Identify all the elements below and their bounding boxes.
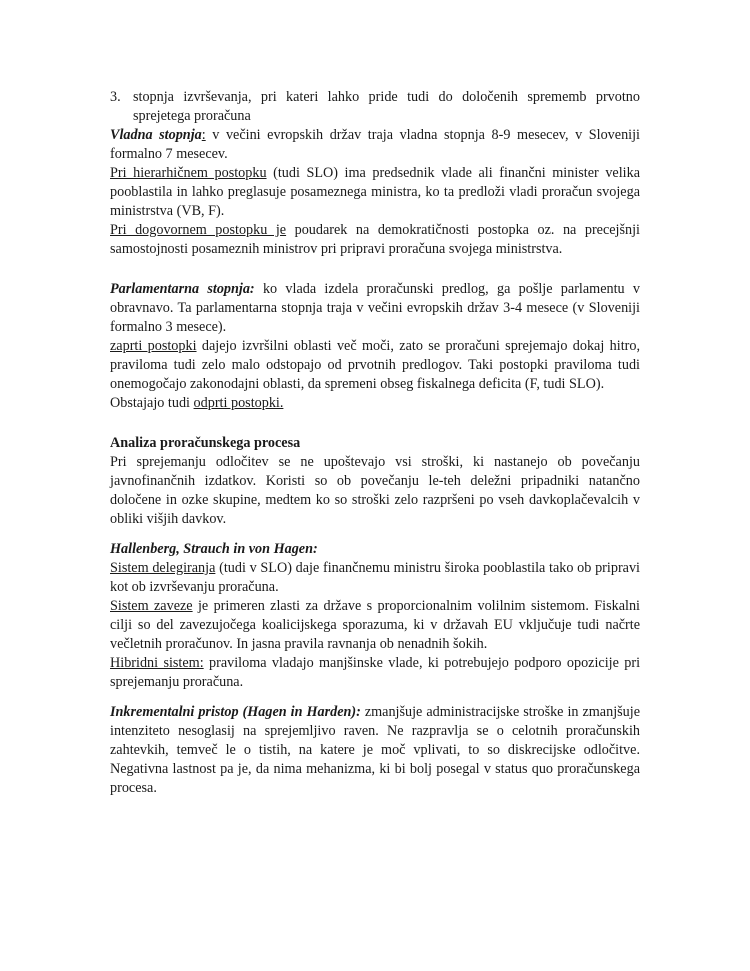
text-segment-underline: Sistem delegiranja bbox=[110, 560, 216, 576]
text-segment-normal: v večini evropskih držav traja vladna stopnja 8-9 mesecev, v Sloveniji formalno 7 mesecev. bbox=[110, 127, 640, 162]
text-segment-bold: Analiza proračunskega procesa bbox=[110, 435, 301, 451]
paragraph bbox=[110, 221, 640, 259]
text-segment-underline: Sistem zaveze bbox=[110, 598, 193, 614]
section-heading bbox=[110, 540, 640, 559]
paragraph bbox=[110, 394, 640, 413]
text-segment-underline: zaprti postopki bbox=[110, 338, 197, 354]
text-segment-normal: praviloma vladajo manjšinske vlade, ki potrebujejo podporo opozicije pri sprejemanju proračuna. bbox=[110, 655, 641, 690]
text-segment-underline: : bbox=[201, 127, 206, 143]
section-heading bbox=[110, 434, 640, 453]
text-segment-normal: ko vlada izdela proračunski predlog, ga pošlje parlamentu v obravnavo. Ta parlamentarna stopnja traja v večini evropskih držav 3-4 mesece (v Sloveniji formalno 3 mesece). bbox=[110, 281, 640, 335]
text-segment-normal: (tudi v SLO) daje finančnemu ministru široka pooblastila tako ob pripravi kot ob izvrševanju proračuna. bbox=[110, 560, 641, 595]
text-segment-normal: Pri sprejemanju odločitev se ne upoštevajo vsi stroški, ki nastanejo ob povečanju javnofinančnih izdatkov. Koristi so ob povečanju le-teh deležni pripadniki natančno določene in ozke skupine, medtem ko so stroški zelo razpršeni po vseh davkoplačevalcih v obliki višjih davkov. bbox=[110, 454, 640, 527]
text-segment-normal: je primeren zlasti za države s proporcionalnim volilnim sistemom. Fiskalni cilji so del zavezujočega koalicijskega sporazuma, ki v državah EU vključuje tudi načrte večletnih proračunov. In jasna pravila ravnanja ob nenadnih šokih. bbox=[110, 598, 640, 652]
text-segment-normal: dajejo izvršilni oblasti več moči, zato se proračuni sprejemajo dokaj hitro, praviloma tudi zelo malo odstopajo od prvotnih predlogov. Taki postopki praviloma tudi onemogočajo zakonodajni oblasti, da spremeni obseg fiskalnega deficita (F, tudi SLO). bbox=[110, 338, 640, 392]
text-segment-normal: (tudi SLO) ima predsednik vlade ali finančni minister velika pooblastila in lahko preglasuje posameznega ministra, ko ta predloži vladi proračun svojega ministrstva (VB, F). bbox=[110, 165, 640, 219]
paragraph bbox=[110, 337, 640, 394]
text-segment-bold-italic: Vladna stopnja bbox=[110, 127, 202, 143]
paragraph bbox=[110, 703, 640, 798]
list-item-marker: 3. bbox=[110, 89, 121, 105]
text-segment-underline: Pri hierarhičnem postopku bbox=[110, 165, 267, 181]
text-segment-bold-italic: Hallenberg, Strauch in von Hagen: bbox=[110, 541, 318, 557]
text-segment-underline: Hibridni sistem: bbox=[110, 655, 204, 671]
paragraph bbox=[110, 280, 640, 337]
text-segment-underline: odprti postopki. bbox=[193, 395, 284, 411]
text-segment-normal: zmanjšuje administracijske stroške in zmanjšuje intenziteto nesoglasij na sprejemljivo raven. Ne razpravlja se o celotnih proračunskih zahtevkih, temveč le o tistih, na katere je moč vplivati, to so diskrecijske odločitve. Negativna lastnost pa je, da nima mehanizma, ki bi bolj posegal v status quo proračunskega procesa. bbox=[110, 704, 640, 796]
text-segment-underline: Pri dogovornem postopku je bbox=[110, 222, 287, 238]
text-segment-normal: stopnja izvrševanja, pri kateri lahko pride tudi do določenih sprememb prvotno sprejetega proračuna bbox=[133, 89, 640, 124]
paragraph bbox=[110, 453, 640, 529]
text-segment-bold-italic: Parlamentarna stopnja: bbox=[110, 281, 255, 297]
paragraph bbox=[110, 654, 640, 692]
numbered-list-item bbox=[110, 88, 640, 126]
paragraph bbox=[110, 126, 640, 164]
text-segment-normal: Obstajajo tudi bbox=[110, 395, 194, 411]
text-segment-bold-italic: Inkrementalni pristop (Hagen in Harden): bbox=[110, 704, 361, 720]
text-segment-normal: poudarek na demokratičnosti postopka oz. na precejšnji samostojnosti posameznih ministrov pri pripravi proračuna svojega ministrstva. bbox=[110, 222, 640, 257]
document-content bbox=[110, 88, 640, 798]
paragraph bbox=[110, 597, 640, 654]
paragraph bbox=[110, 559, 640, 597]
paragraph bbox=[110, 164, 640, 221]
